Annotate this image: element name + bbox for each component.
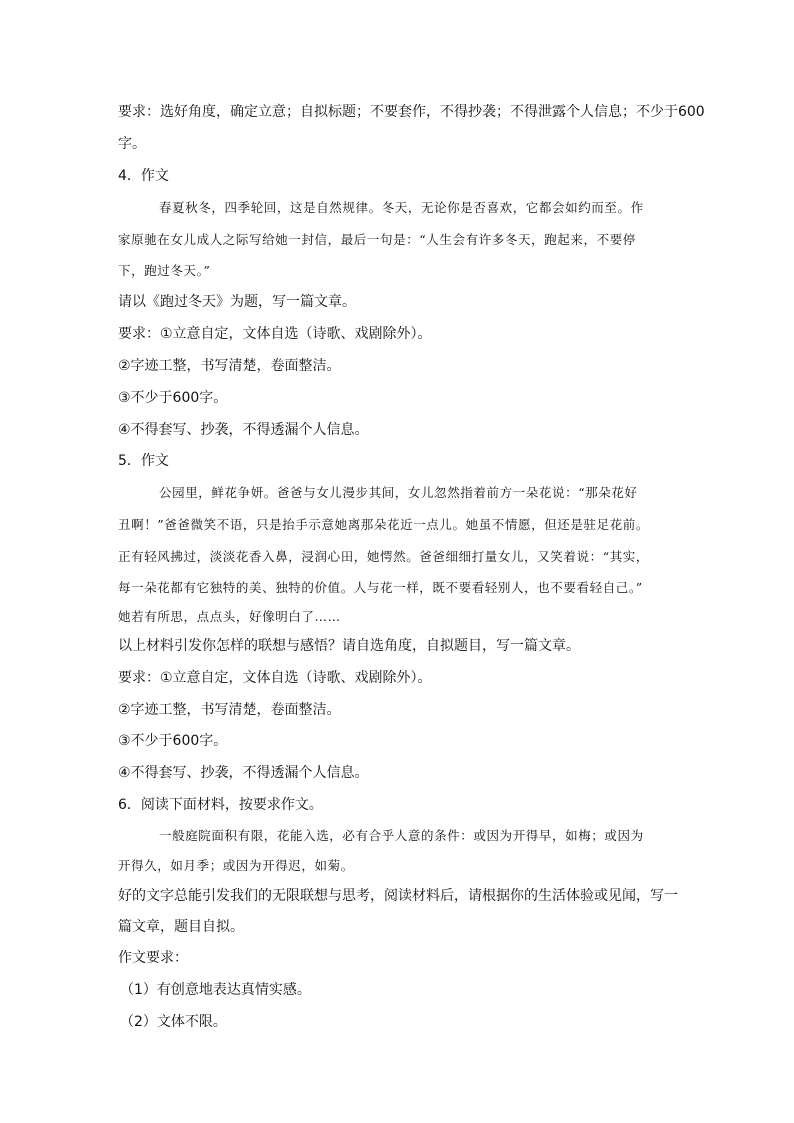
question5-heading: 5．作文	[118, 453, 169, 469]
question4-requirement-2: ②字迹工整，书写清楚，卷面整洁。	[118, 358, 341, 374]
question6-requirement-1: （1）有创意地表达真情实感。	[120, 982, 311, 998]
question5-material-line2: 丑啊！”爸爸微笑不语，只是抬手示意她离那朵花近一点儿。她虽不情愿，但还是驻足花前。	[118, 517, 649, 532]
question5-material-line5: 她若有所思，点点头，好像明白了……	[118, 609, 341, 624]
question6-requirements-heading: 作文要求：	[118, 950, 188, 966]
question6-material-line1: 一般庭院面积有限，花能入选，必有合乎人意的条件：或因为开得早，如梅；或因为	[159, 828, 644, 843]
question4-material-line1: 春夏秋冬，四季轮回，这是自然规律。冬天，无论你是否喜欢，它都会如约而至。作	[159, 200, 644, 215]
question6-prompt-line1: 好的文字总能引发我们的无限联想与思考，阅读材料后，请根据你的生活体验或见闻，写一	[118, 888, 678, 904]
question5-material-line1: 公园里，鲜花争妍。爸爸与女儿漫步其间，女儿忽然指着前方一朵花说：“那朵花好	[159, 485, 638, 500]
question6-heading: 6．阅读下面材料，按要求作文。	[118, 797, 323, 813]
question4-prompt: 请以《跑过冬天》为题，写一篇文章。	[118, 294, 356, 310]
question4-heading: 4．作文	[118, 168, 169, 184]
question4-requirement-1: 要求：①立意自定，文体自选（诗歌、戏剧除外）。	[118, 326, 432, 342]
question5-requirement-2: ②字迹工整，书写清楚，卷面整洁。	[118, 702, 341, 718]
essay3-requirements-line2: 字。	[118, 136, 146, 152]
question5-requirement-4: ④不得套写、抄袭，不得透漏个人信息。	[118, 765, 369, 781]
essay3-requirements-line1: 要求：选好角度，确定立意；自拟标题；不要套作，不得抄袭；不得泄露个人信息；不少于600	[118, 104, 705, 120]
question6-requirement-2: （2）文体不限。	[120, 1014, 227, 1030]
question4-material-line3: 下，跑过冬天。”	[118, 263, 211, 278]
question4-material-line2: 家原驰在女儿成人之际写给她一封信，最后一句是：“人生会有许多冬天，跑起来，不要停	[118, 232, 636, 247]
question6-material-line2: 开得久，如月季；或因为开得迟，如菊。	[118, 858, 354, 873]
question5-requirement-1: 要求：①立意自定，文体自选（诗歌、戏剧除外）。	[118, 670, 432, 686]
question4-requirement-3: ③不少于600字。	[118, 390, 228, 406]
question5-prompt: 以上材料引发你怎样的联想与感悟？请自选角度，自拟题目，写一篇文章。	[118, 638, 580, 654]
question5-material-line4: 每一朵花都有它独特的美、独特的价值。人与花一样，既不要看轻别人，也不要看轻自己。”	[118, 580, 643, 595]
question5-requirement-3: ③不少于600字。	[118, 733, 228, 749]
question5-material-line3: 正有轻风拂过，淡淡花香入鼻，浸润心田，她愕然。爸爸细细打量女儿，又笑着说：“其实，	[118, 549, 649, 564]
question4-requirement-4: ④不得套写、抄袭，不得透漏个人信息。	[118, 422, 369, 438]
question6-prompt-line2: 篇文章，题目自拟。	[118, 919, 244, 935]
